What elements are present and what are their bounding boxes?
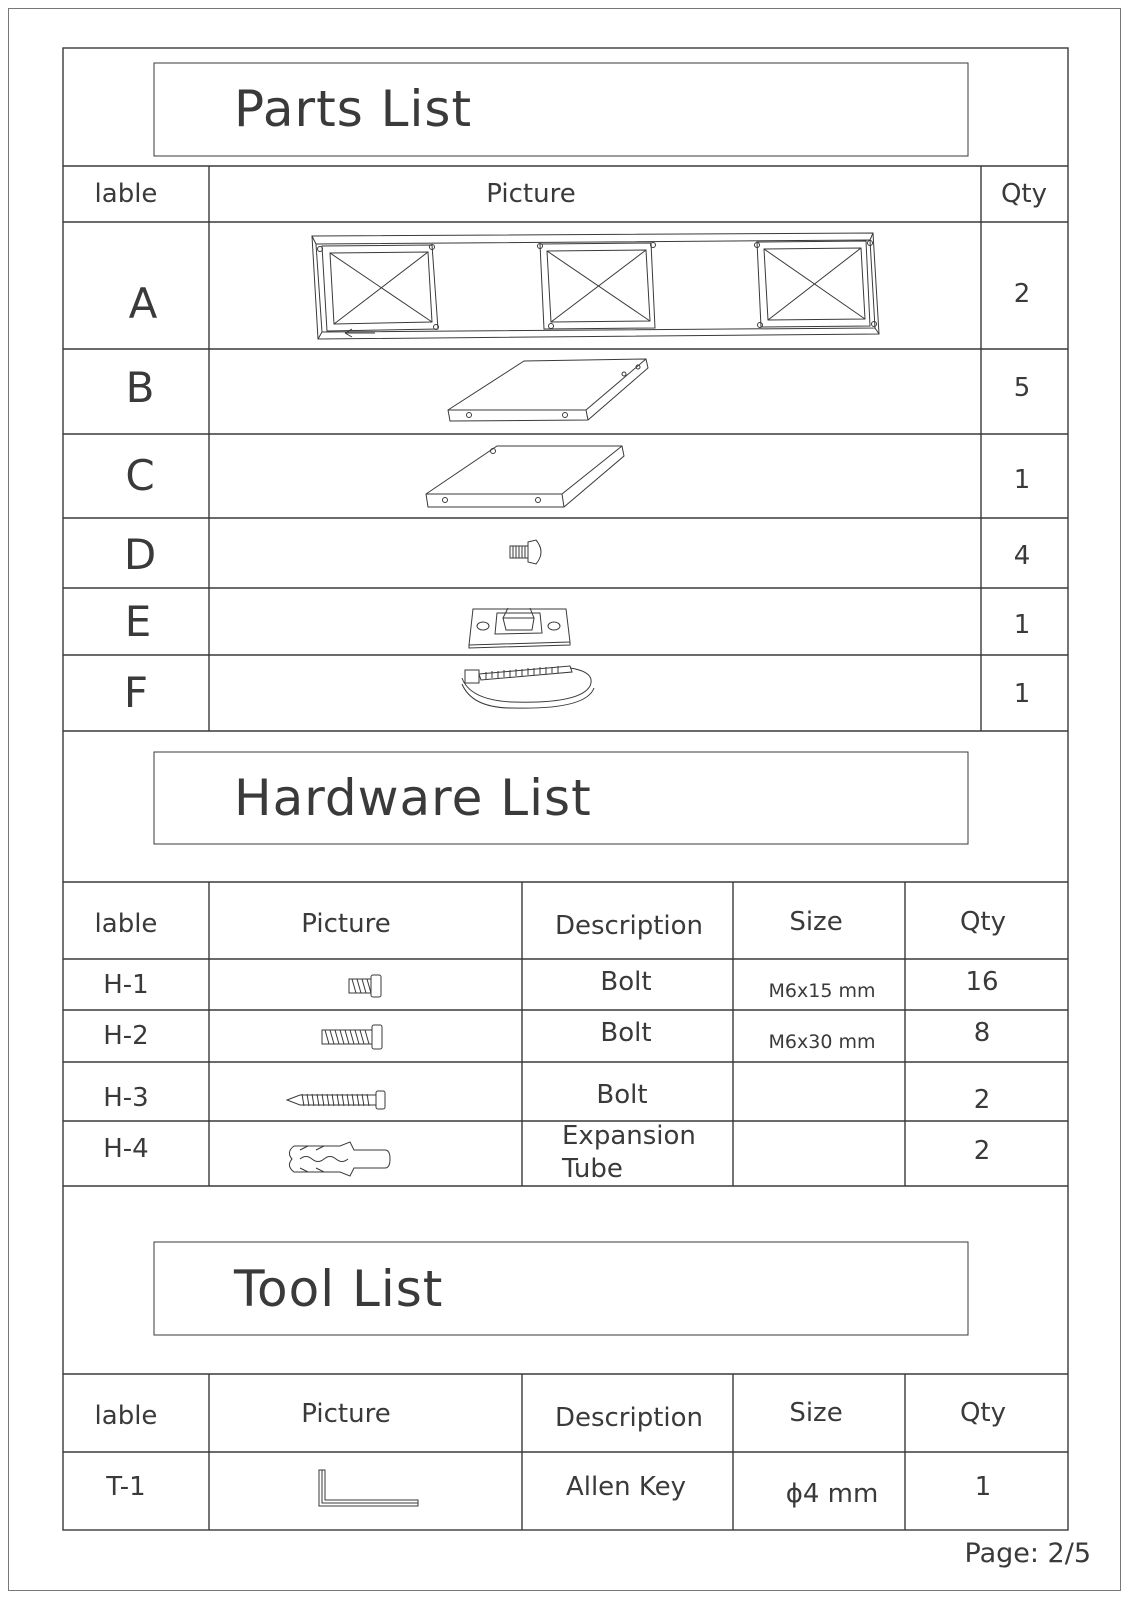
hardware-qty: 2 [973,1085,991,1115]
hardware-size: M6x15 mm [768,980,876,1002]
part-qty: 5 [1013,373,1031,403]
part-qty: 1 [1013,465,1031,495]
hardware-label: H-1 [103,970,149,1000]
part-qty: 2 [1013,279,1031,309]
parts-header-label: lable [94,179,158,209]
hardware-description: Bolt [596,1080,648,1110]
part-label: E [124,597,152,646]
tool-label: T-1 [106,1472,146,1502]
hardware-list-banner [154,752,968,844]
frame-panel-icon [312,233,879,339]
hardware-label: H-2 [103,1021,149,1051]
hardware-description: Tube [562,1154,623,1184]
hardware-description: Expansion [562,1121,696,1151]
short-bolt-icon [349,975,381,997]
hardware-label: H-3 [103,1083,149,1113]
allen-key-icon [319,1470,418,1506]
tool-header-qty: Qty [959,1398,1007,1428]
hardware-header-label: lable [94,909,158,939]
part-qty: 1 [1013,679,1031,709]
hardware-qty: 2 [973,1136,991,1166]
parts-list-banner [154,63,968,156]
tool-qty: 1 [974,1472,992,1502]
hardware-size: M6x30 mm [768,1031,876,1053]
cable-tie-icon [462,666,594,708]
part-label: A [128,279,158,328]
tool-header-label: lable [94,1401,158,1431]
hardware-header-qty: Qty [959,907,1007,937]
part-label: B [125,363,155,412]
tool-header-picture: Picture [301,1399,391,1429]
hardware-qty: 8 [973,1018,991,1048]
tool-list-banner [154,1242,968,1335]
hardware-description: Bolt [600,967,652,997]
top-board-icon [426,446,624,507]
hardware-header-description: Description [554,911,704,941]
shelf-board-icon [448,359,648,421]
tool-description: Allen Key [565,1472,687,1502]
hardware-qty: 16 [965,967,999,997]
parts-list-title: Parts List [234,80,473,138]
page-number: Page: 2/5 [964,1538,1091,1569]
leveling-foot-icon [510,540,541,564]
tool-list-title: Tool List [234,1260,444,1318]
wall-bracket-icon [469,608,570,648]
tool-header-description: Description [554,1403,704,1433]
hardware-header-picture: Picture [301,909,391,939]
part-label: F [123,668,149,717]
hardware-header-size: Size [789,907,843,937]
hardware-description: Bolt [600,1018,652,1048]
parts-header-picture: Picture [486,179,576,209]
wood-screw-icon [287,1091,385,1109]
hardware-label: H-4 [103,1134,149,1164]
tool-size: ϕ4 mm [785,1479,879,1509]
part-label: C [125,451,155,500]
hardware-list-title: Hardware List [234,769,592,827]
wall-anchor-icon [289,1142,390,1176]
tool-header-size: Size [789,1398,843,1428]
part-label: D [123,530,157,579]
parts-header-qty: Qty [1000,179,1048,209]
part-qty: 4 [1013,541,1031,571]
long-bolt-icon [322,1025,382,1049]
part-qty: 1 [1013,610,1031,640]
